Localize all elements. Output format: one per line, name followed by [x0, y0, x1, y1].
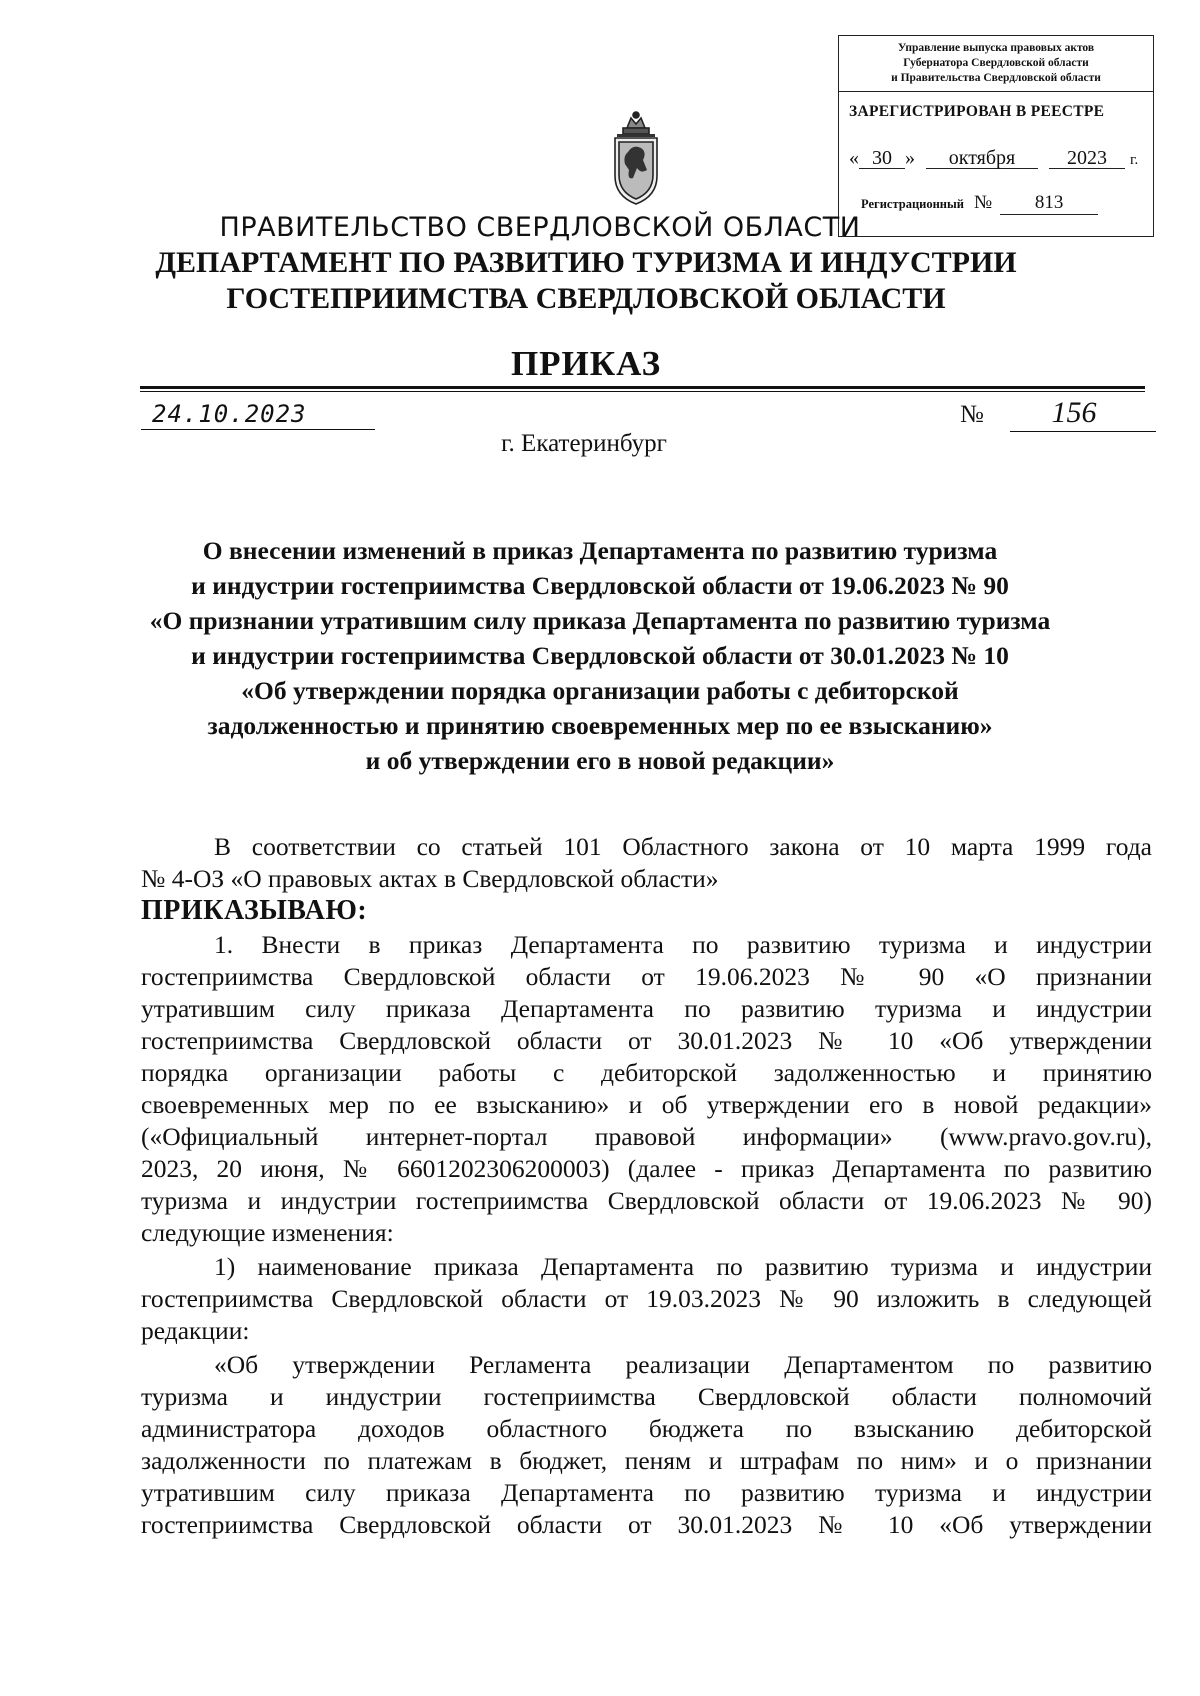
- quoted-title-line: туризма и индустрии гостеприимства Свердловской области полномочий: [141, 1382, 1152, 1411]
- stamp-reg-symbol: №: [973, 192, 993, 213]
- item-1-line: 1. Внести в приказ Департамента по развитию туризма и индустрии: [214, 930, 1152, 959]
- subject-line: задолженностью и принятию своевременных мер по ее взысканию»: [207, 711, 993, 740]
- subitem-1-line: редакции:: [141, 1316, 250, 1345]
- subitem-1-line: 1) наименование приказа Департамента по развитию туризма и индустрии: [214, 1252, 1152, 1281]
- stamp-day: 30: [859, 148, 905, 169]
- item-1-line: туризма и индустрии гостеприимства Свердловской области от 19.06.2023 № 90): [141, 1186, 1152, 1215]
- subject-line: и индустрии гостеприимства Свердловской области от 30.01.2023 № 10: [191, 641, 1009, 670]
- government-name: ПРАВИТЕЛЬСТВО СВЕРДЛОВСКОЙ ОБЛАСТИ: [219, 212, 861, 243]
- item-1-line: утратившим силу приказа Департамента по развитию туризма и индустрии: [141, 994, 1152, 1023]
- quoted-title-line: «Об утверждении Регламента реализации Департаментом по развитию: [214, 1350, 1152, 1379]
- preamble-line: № 4-ОЗ «О правовых актах в Свердловской области»: [141, 864, 719, 893]
- subject-line: «Об утверждении порядка организации работы с дебиторской: [241, 676, 959, 705]
- item-1-line: порядка организации работы с дебиторской задолженностью и принятию: [141, 1058, 1152, 1087]
- item-1-line: своевременных мер по ее взысканию» и об утверждении его в новой редакции»: [141, 1090, 1152, 1119]
- stamp-quote-close: »: [905, 147, 915, 169]
- stamp-reg-number: 813: [1000, 192, 1098, 215]
- subject-line: и индустрии гостеприимства Свердловской области от 19.06.2023 № 90: [191, 571, 1009, 600]
- order-date-handwritten: 24.10.2023: [152, 400, 307, 428]
- stamp-header: [839, 36, 1153, 92]
- stamp-header-line: Управление выпуска правовых актов: [897, 42, 1095, 54]
- order-number-label: №: [960, 401, 984, 428]
- item-1-line: («Официальный интернет-портал правовой информации» (www.pravo.gov.ru),: [141, 1122, 1152, 1151]
- preamble-line: В соответствии со статьей 101 Областного закона от 10 марта 1999 года: [214, 832, 1152, 861]
- stamp-year-suffix: г.: [1130, 152, 1139, 168]
- order-number-handwritten: 156: [1051, 396, 1097, 429]
- stamp-header-line: и Правительства Свердловской области: [891, 72, 1101, 84]
- item-1-line: гостеприимства Свердловской области от 30.01.2023 № 10 «Об утверждении: [141, 1026, 1152, 1055]
- order-directive: ПРИКАЗЫВАЮ:: [141, 895, 368, 926]
- subject-line: и об утверждении его в новой редакции»: [365, 746, 835, 775]
- document-type-title: ПРИКАЗ: [510, 344, 662, 383]
- stamp-quote-open: «: [849, 147, 859, 169]
- stamp-header-line: Губернатора Свердловской области: [903, 57, 1089, 69]
- coat-of-arms-icon: [603, 108, 669, 206]
- quoted-title-line: задолженности по платежам в бюджет, пеням и штрафам по ним» и о признании: [141, 1446, 1152, 1475]
- order-subject: [0, 533, 1200, 778]
- subject-line: «О признании утратившим силу приказа Департамента по развитию туризма: [149, 606, 1051, 635]
- stamp-year: 2023: [1049, 148, 1125, 169]
- subitem-1-line: гостеприимства Свердловской области от 19.03.2023 № 90 изложить в следующей: [141, 1284, 1152, 1313]
- stamp-month: октября: [926, 148, 1038, 169]
- header-divider: [140, 386, 1145, 389]
- quoted-title-line: утратившим силу приказа Департамента по развитию туризма и индустрии: [141, 1478, 1152, 1507]
- department-name-line: ДЕПАРТАМЕНТ ПО РАЗВИТИЮ ТУРИЗМА И ИНДУСТРИИ: [155, 246, 1017, 279]
- quoted-title-line: администратора доходов областного бюджета по взысканию дебиторской: [141, 1414, 1152, 1443]
- department-name-line: ГОСТЕПРИИМСТВА СВЕРДЛОВСКОЙ ОБЛАСТИ: [226, 282, 946, 315]
- registration-stamp: [838, 35, 1154, 237]
- subject-line: О внесении изменений в приказ Департамента по развитию туризма: [202, 536, 998, 565]
- stamp-date: [849, 147, 1149, 170]
- quoted-title-line: гостеприимства Свердловской области от 30.01.2023 № 10 «Об утверждении: [141, 1510, 1152, 1539]
- stamp-reg-label: Регистрационный: [861, 197, 964, 211]
- stamp-registered-title: ЗАРЕГИСТРИРОВАН В РЕЕСТРЕ: [849, 103, 1105, 120]
- item-1-line: 2023, 20 июня, № 6601202306200003) (далее - приказ Департамента по развитию: [141, 1154, 1152, 1183]
- city: г. Екатеринбург: [501, 430, 667, 457]
- item-1-line: гостеприимства Свердловской области от 19.06.2023 № 90 «О признании: [141, 962, 1152, 991]
- item-1-line: следующие изменения:: [141, 1218, 394, 1247]
- header-divider: [140, 391, 1145, 392]
